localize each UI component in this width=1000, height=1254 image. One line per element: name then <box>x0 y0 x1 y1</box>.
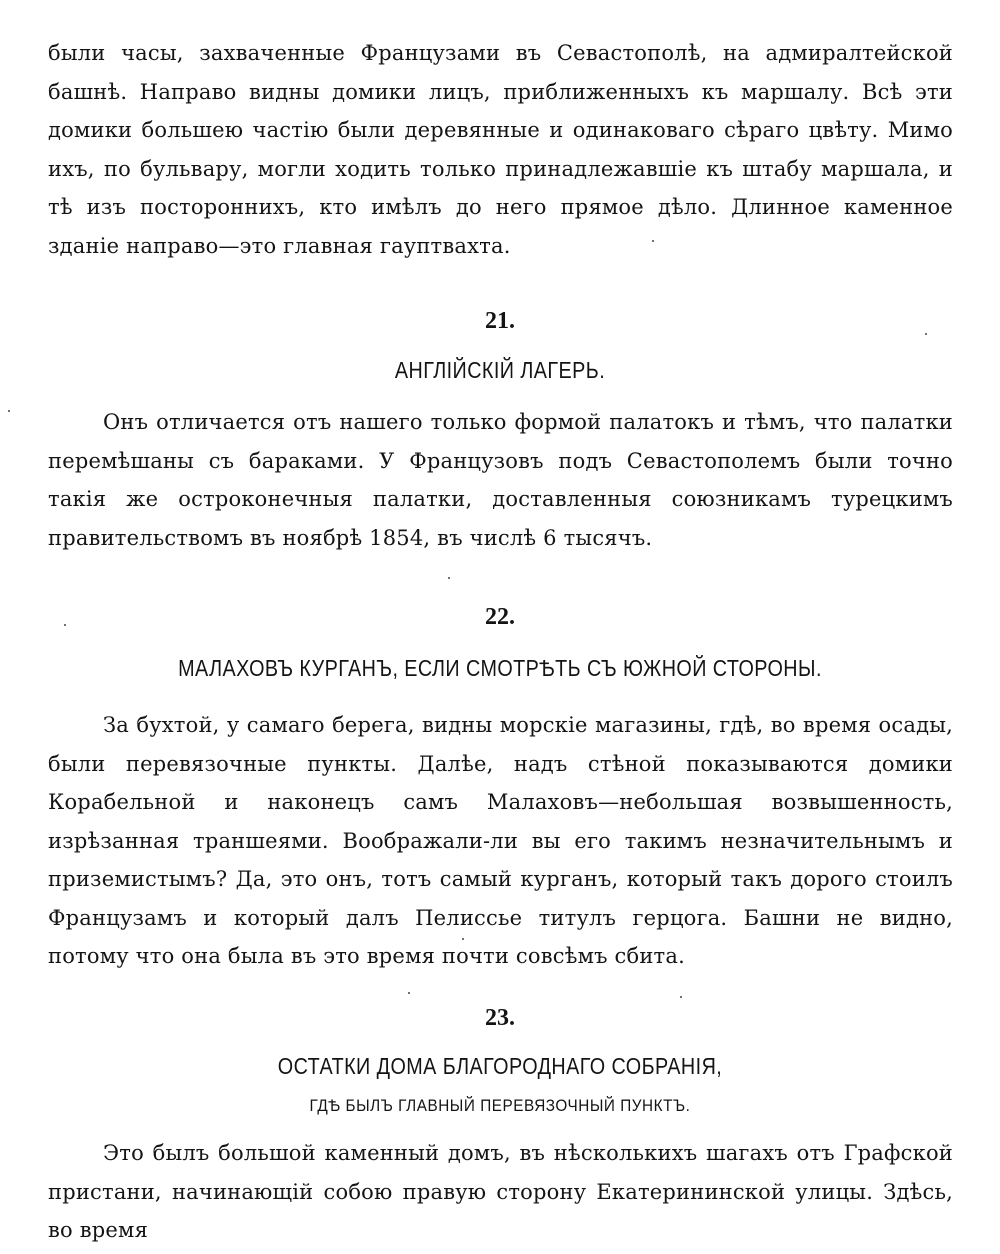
continued-paragraph <box>48 34 953 265</box>
print-speck <box>408 992 410 994</box>
section-title: ОСТАТКИ ДОМА БЛАГОРОДНАГО СОБРАНІЯ, <box>277 1053 723 1079</box>
print-speck <box>925 333 927 335</box>
print-speck <box>462 938 464 940</box>
paragraph-text: За бухтой, у самаго берега, видны морскіе магазины, гдѣ, во время осады, были перевязочные пункты. Далѣе, надъ стѣной показываются домики Корабельной и наконецъ самъ Малаховъ—небольшая возвышенность, изрѣзанная траншеями. Воображали-ли вы его такимъ незначительнымъ и приземистымъ? Да, это онъ, тотъ самый курганъ, который такъ дорого стоилъ Французамъ и который далъ Пелиссье титулъ герцога. Башни не видно, потому что она была въ это время почти совсѣмъ сбита. <box>48 713 953 968</box>
section-paragraph <box>48 706 953 976</box>
section-title: АНГЛІЙСКІЙ ЛАГЕРЬ. <box>394 357 606 383</box>
section-number: 21. <box>485 308 515 334</box>
print-speck <box>652 240 654 242</box>
paragraph-text: Это былъ большой каменный домъ, въ нѣсколькихъ шагахъ отъ Графской пристани, начинающій собою правую сторону Екатерининской улицы. Здѣсь, во время <box>48 1141 953 1242</box>
section-number: 22. <box>485 604 515 630</box>
print-speck <box>8 410 10 412</box>
paragraph-text: Онъ отличается отъ нашего только формой палатокъ и тѣмъ, что палатки перемѣшаны съ бараками. У Французовъ подъ Севастополемъ были точно такія же остроконечныя палатки, доставленныя союзникамъ турецкимъ правительствомъ въ ноябрѣ 1854, въ числѣ 6 тысячъ. <box>48 410 953 550</box>
section-paragraph <box>48 1134 953 1250</box>
section-paragraph <box>48 403 953 557</box>
section-title: МАЛАХОВЪ КУРГАНЪ, ЕСЛИ СМОТРѢТЬ СЪ ЮЖНОЙ СТОРОНЫ. <box>178 655 822 681</box>
paragraph-text: были часы, захваченные Французами въ Севастополѣ, на адмиралтейской башнѣ. Направо видны домики лицъ, приближенныхъ къ маршалу. Всѣ эти домики большею частію были деревянные и одинаковаго сѣраго цвѣту. Мимо ихъ, по бульвару, могли ходить только принадлежавшіе къ штабу маршала, и тѣ изъ постороннихъ, кто имѣлъ до него прямое дѣло. Длинное каменное зданіе направо—это главная гауптвахта. <box>48 41 953 258</box>
section-number: 23. <box>485 1005 515 1031</box>
section-subtitle: ГДѢ БЫЛЪ ГЛАВНЫЙ ПЕРЕВЯЗОЧНЫЙ ПУНКТЪ. <box>309 1096 691 1115</box>
print-speck <box>448 577 450 579</box>
print-speck <box>64 624 66 626</box>
print-speck <box>680 996 682 998</box>
